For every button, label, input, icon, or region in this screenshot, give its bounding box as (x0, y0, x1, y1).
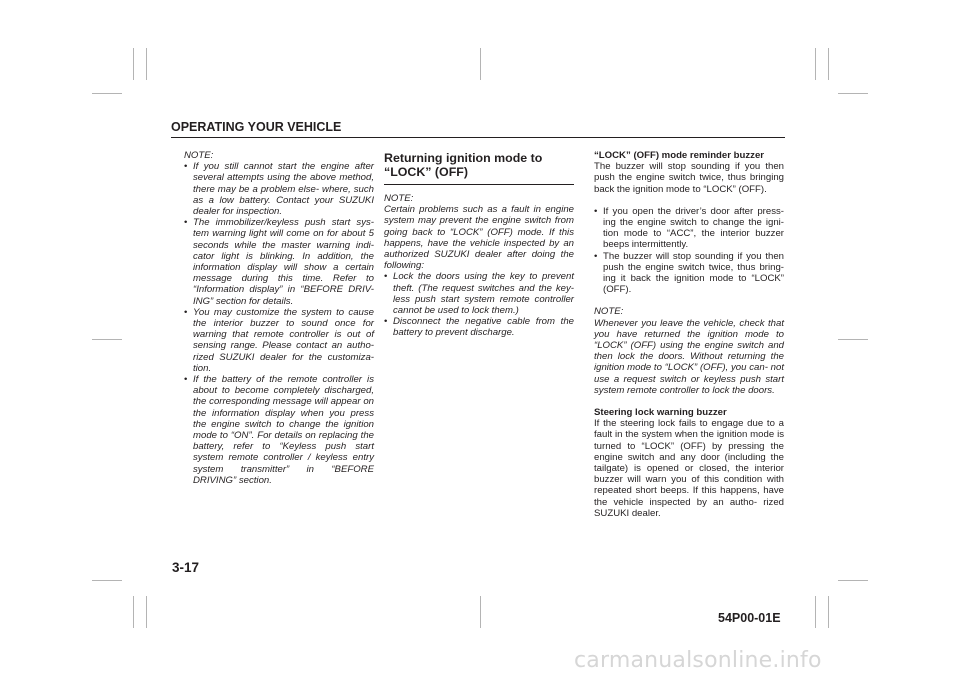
reminder-buzzer-text: The buzzer will stop sounding if you then push the engine switch twice, thus bringing back the ignition mode to “LOCK” (OFF). (594, 161, 784, 195)
crop-mark (838, 580, 868, 581)
subheading-steering-lock: Steering lock warning buzzer (594, 407, 727, 419)
header-rule (171, 137, 785, 138)
crop-mark (92, 580, 122, 581)
crop-mark (133, 596, 134, 628)
reminder-bullet-1: • If you open the driver’s door after press- ing the engine switch to change the igni- tion mode to “ACC”, the interior buzzer beeps intermittently. (594, 206, 784, 251)
note-bullet-2: • The immobilizer/keyless push start sys- tem warning light will come on for about 5 seconds while the master warning indi- cator light is blinking. In addition, the information display will show a certain message during this time. Refer to “Information display” in “BEFORE DRIV- ING” section for details. (184, 217, 374, 307)
crop-mark (92, 93, 122, 94)
page-number: 3-17 (172, 560, 200, 575)
section-title: Returning ignition mode to “LOCK” (OFF) (384, 151, 543, 179)
note-label: NOTE: (384, 193, 414, 204)
section-rule (384, 184, 574, 185)
note-text: Certain problems such as a fault in engine system may prevent the engine switch from going back to “LOCK” (OFF) mode. If this happens, have the vehicle inspected by an authorized SUZUKI dealer after doing the following: (384, 204, 574, 272)
crop-mark (815, 48, 816, 80)
crop-mark (828, 596, 829, 628)
crop-mark (815, 596, 816, 628)
crop-mark (838, 93, 868, 94)
crop-mark (480, 596, 481, 628)
note-bullet-list (384, 271, 574, 338)
watermark: carmanualsonline.info (574, 648, 822, 673)
note-bullet-2: • Disconnect the negative cable from the battery to prevent discharge. (384, 316, 574, 338)
reminder-bullet-2: • The buzzer will stop sounding if you then push the engine switch twice, thus bring- ing it back the ignition mode to “LOCK” (OFF). (594, 251, 784, 296)
crop-mark (480, 48, 481, 80)
column-1 (184, 150, 374, 486)
subheading-reminder-buzzer: “LOCK” (OFF) mode reminder buzzer (594, 150, 765, 161)
note-bullet-1: • If you still cannot start the engine after several attempts using the above method, there may be a problem else- where, such as a low battery. Contact your SUZUKI dealer for inspection. (184, 161, 374, 217)
note-bullet-1: • Lock the doors using the key to prevent theft. (The request switches and the key- less push start system remote controller cannot be used to lock them.) (384, 271, 574, 316)
note-text: Whenever you leave the vehicle, check that you have returned the ignition mode to “LOCK” (OFF) using the engine switch and then lock the doors. Without returning the ignition mode to “LOCK” (OFF), you can- not use a request switch or keyless push start system remote controller to lock the doors. (594, 317, 784, 396)
note-bullet-list (184, 161, 374, 486)
crop-mark (146, 48, 147, 80)
crop-mark (828, 48, 829, 80)
document-code: 54P00-01E (718, 611, 781, 625)
note-label: NOTE: (184, 150, 214, 161)
page-header: OPERATING YOUR VEHICLE (171, 120, 342, 134)
reminder-bullet-list (594, 206, 784, 296)
column-2 (384, 150, 574, 339)
column-3 (594, 150, 784, 519)
crop-mark (838, 339, 868, 340)
crop-mark (133, 48, 134, 80)
note-bullet-3: • You may customize the system to cause the interior buzzer to sound once for warning that remote controller is out of sensing range. Please contact an autho- rized SUZUKI dealer for the customiza- tion. (184, 307, 374, 374)
note-label: NOTE: (594, 306, 624, 318)
steering-lock-text: If the steering lock fails to engage due to a fault in the system when the ignition mode is turned to “LOCK” (OFF) by pressing the engine switch and any door (including the tailgate) is opened or closed, the interior buzzer will warn you of this condition with repeated short beeps. If this happens, have the vehicle inspected by an autho- rized SUZUKI dealer. (594, 418, 784, 519)
crop-mark (92, 339, 122, 340)
note-bullet-4: • If the battery of the remote controller is about to become completely discharged, the corresponding message will appear on the information display when you press the engine switch to change the ignition mode to “ON”. For details on replacing the battery, refer to “Keyless push start system remote controller / keyless entry system transmitter” in “BEFORE DRIVING” section. (184, 374, 374, 486)
crop-mark (146, 596, 147, 628)
